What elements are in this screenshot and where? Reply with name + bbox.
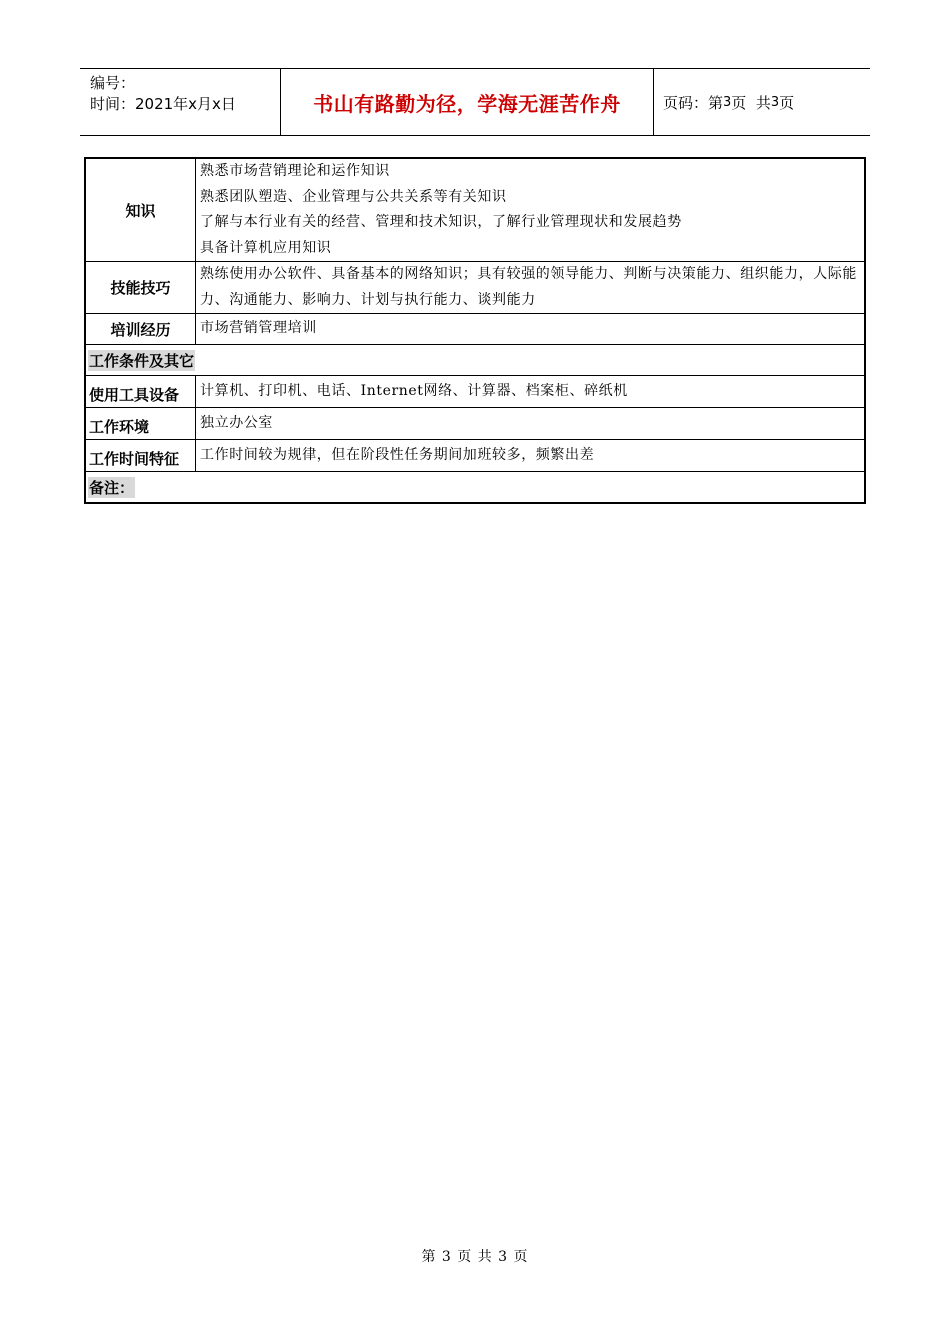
page-total: 3 bbox=[770, 94, 780, 110]
knowledge-line: 了解与本行业有关的经营、管理和技术知识，了解行业管理现状和发展趋势 bbox=[200, 214, 682, 230]
header-page-info bbox=[654, 69, 870, 135]
number-label: 编号： bbox=[90, 74, 136, 92]
tools-row bbox=[85, 376, 865, 408]
tools-content: 计算机、打印机、电话、Internet网络、计算器、档案柜、碎纸机 bbox=[196, 376, 866, 408]
page-current: 3 bbox=[723, 94, 732, 110]
skills-row bbox=[85, 262, 865, 314]
date-label: 时间：2021年x月x日 bbox=[90, 95, 236, 113]
time-features-row bbox=[85, 440, 865, 472]
conditions-section-row bbox=[85, 345, 865, 376]
knowledge-line: 熟悉市场营销理论和运作知识 bbox=[200, 163, 390, 179]
knowledge-label: 知识 bbox=[85, 158, 196, 262]
tools-label: 使用工具设备 bbox=[85, 376, 196, 408]
page-mid: 页 共 bbox=[731, 93, 771, 112]
conditions-section-heading bbox=[85, 345, 865, 376]
training-row bbox=[85, 314, 865, 345]
header-motto: 书山有路勤为径，学海无涯苦作舟 bbox=[281, 69, 654, 135]
skills-content: 熟练使用办公软件、具备基本的网络知识；具有较强的领导能力、判断与决策能力、组织能力，人际能力、沟通能力、影响力、计划与执行能力、谈判能力 bbox=[196, 262, 866, 314]
knowledge-content bbox=[196, 158, 866, 262]
training-label: 培训经历 bbox=[85, 314, 196, 345]
time-features-content: 工作时间较为规律，但在阶段性任务期间加班较多，频繁出差 bbox=[196, 440, 866, 472]
page-header bbox=[80, 68, 870, 136]
environment-content: 独立办公室 bbox=[196, 408, 866, 440]
knowledge-row bbox=[85, 158, 865, 262]
training-content: 市场营销管理培训 bbox=[196, 314, 866, 345]
header-meta bbox=[80, 69, 281, 135]
job-description-table bbox=[84, 157, 866, 504]
time-features-label: 工作时间特征 bbox=[85, 440, 196, 472]
remarks-label: 备注： bbox=[89, 478, 135, 497]
conditions-section-title: 工作条件及其它 bbox=[89, 351, 195, 370]
page-prefix: 页码：第 bbox=[663, 93, 724, 112]
remarks-cell bbox=[85, 472, 865, 504]
skills-label: 技能技巧 bbox=[85, 262, 196, 314]
page-footer: 第 3 页 共 3 页 bbox=[421, 1249, 529, 1265]
knowledge-line: 熟悉团队塑造、企业管理与公共关系等有关知识 bbox=[200, 188, 507, 205]
environment-label: 工作环境 bbox=[85, 408, 196, 440]
knowledge-line: 具备计算机应用知识 bbox=[200, 239, 332, 256]
remarks-row bbox=[85, 472, 865, 504]
page-suffix: 页 bbox=[779, 93, 795, 112]
environment-row bbox=[85, 408, 865, 440]
